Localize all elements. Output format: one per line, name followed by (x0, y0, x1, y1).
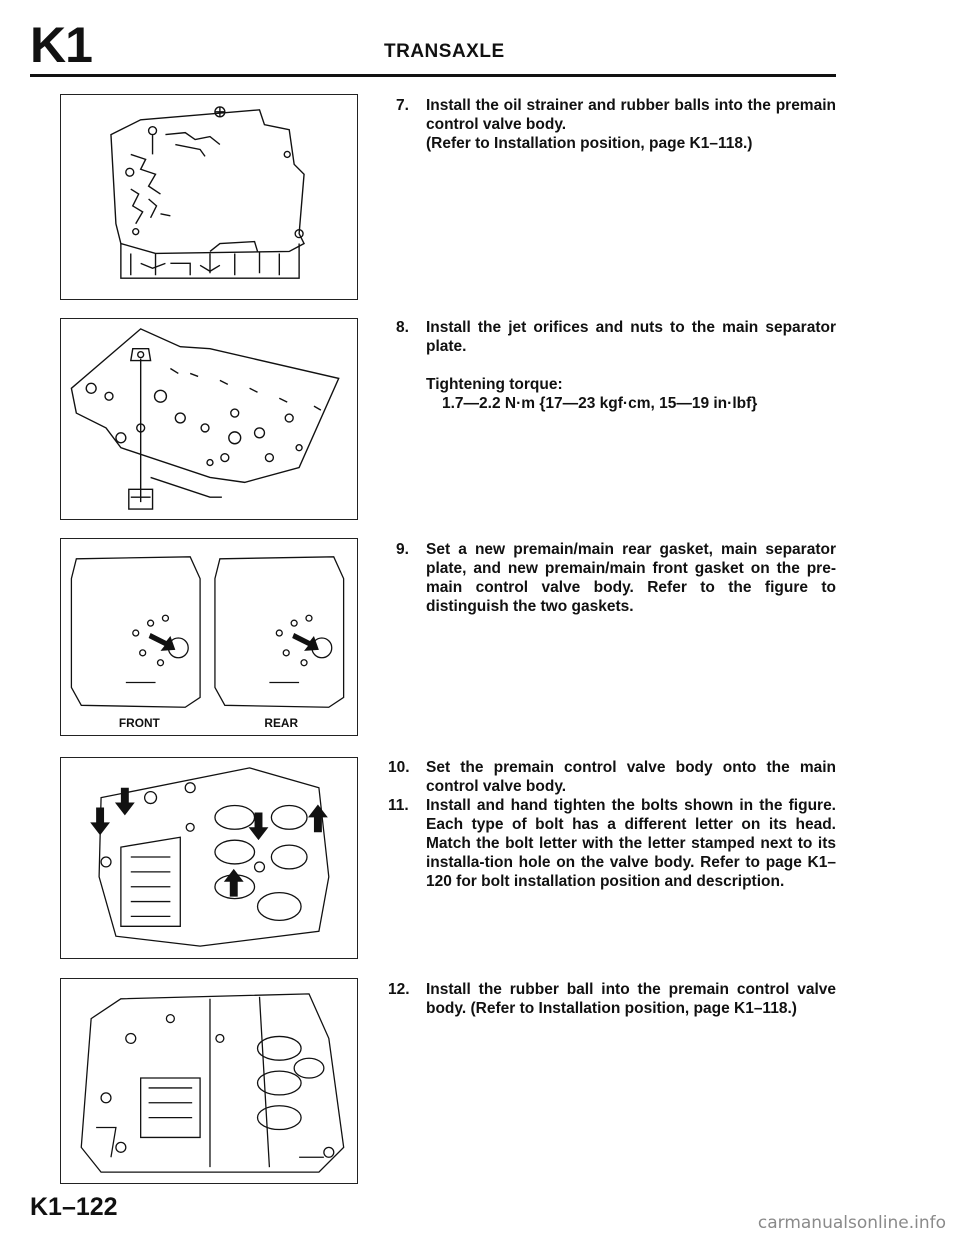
step-number: 12. (388, 981, 410, 998)
step-text: Install the jet orifices and nuts to the main separator plate. (426, 319, 836, 355)
step-9 (396, 540, 836, 616)
step-number: 7. (396, 97, 409, 114)
step-number: 8. (396, 319, 409, 336)
figure-bolts (60, 757, 358, 959)
step-number: 11. (388, 797, 409, 814)
figure-rubber-ball (60, 978, 358, 1184)
valve-body-bolts-illustration (61, 758, 357, 958)
step-number: 9. (396, 541, 409, 558)
step-text: Install and hand tighten the bolts shown in the figure. Each type of bolt has a different letter on its head. Match the bolt letter with the letter stamped next to its installa-tion hole on the valve body. Refer to page K1–120 for bolt installation position and description. (426, 797, 836, 890)
step-text: Install the rubber ball into the premain control valve body. (Refer to Installation position, page K1–118.) (426, 981, 836, 1017)
figure-jet-orifices (60, 318, 358, 520)
step-reference: (Refer to Installation position, page K1–118.) (426, 135, 753, 152)
figure-oil-strainer (60, 94, 358, 300)
page-title: TRANSAXLE (384, 41, 505, 62)
step-12 (388, 980, 836, 1018)
step-8 (396, 318, 836, 413)
step-10 (388, 758, 836, 796)
separator-plate-illustration (61, 319, 357, 519)
figure-gaskets (60, 538, 358, 736)
page-number: K1–122 (30, 1193, 118, 1221)
watermark: carmanualsonline.info (757, 1213, 946, 1233)
premain-valve-body-illustration (61, 95, 357, 299)
rear-label: REAR (264, 716, 299, 731)
torque-value: 1.7—2.2 N·m {17—23 kgf·cm, 15—19 in·lbf} (442, 395, 758, 412)
front-label: FRONT (118, 716, 160, 731)
header-divider (30, 74, 836, 77)
torque-label: Tightening torque: (426, 376, 563, 393)
step-7 (396, 96, 836, 153)
step-text: Set a new premain/main rear gasket, main separator plate, and new premain/main front gasket on the pre-main control valve body. Refer to the figure to distinguish the two gaskets. (426, 541, 836, 615)
premain-body-rubber-ball-illustration (61, 979, 357, 1183)
step-number: 10. (388, 759, 410, 776)
gasket-comparison-illustration (61, 539, 357, 735)
step-text: Install the oil strainer and rubber balls into the premain control valve body. (426, 97, 836, 133)
section-code: K1 (30, 17, 92, 73)
step-text: Set the premain control valve body onto the main control valve body. (426, 759, 836, 795)
step-11 (388, 796, 836, 891)
